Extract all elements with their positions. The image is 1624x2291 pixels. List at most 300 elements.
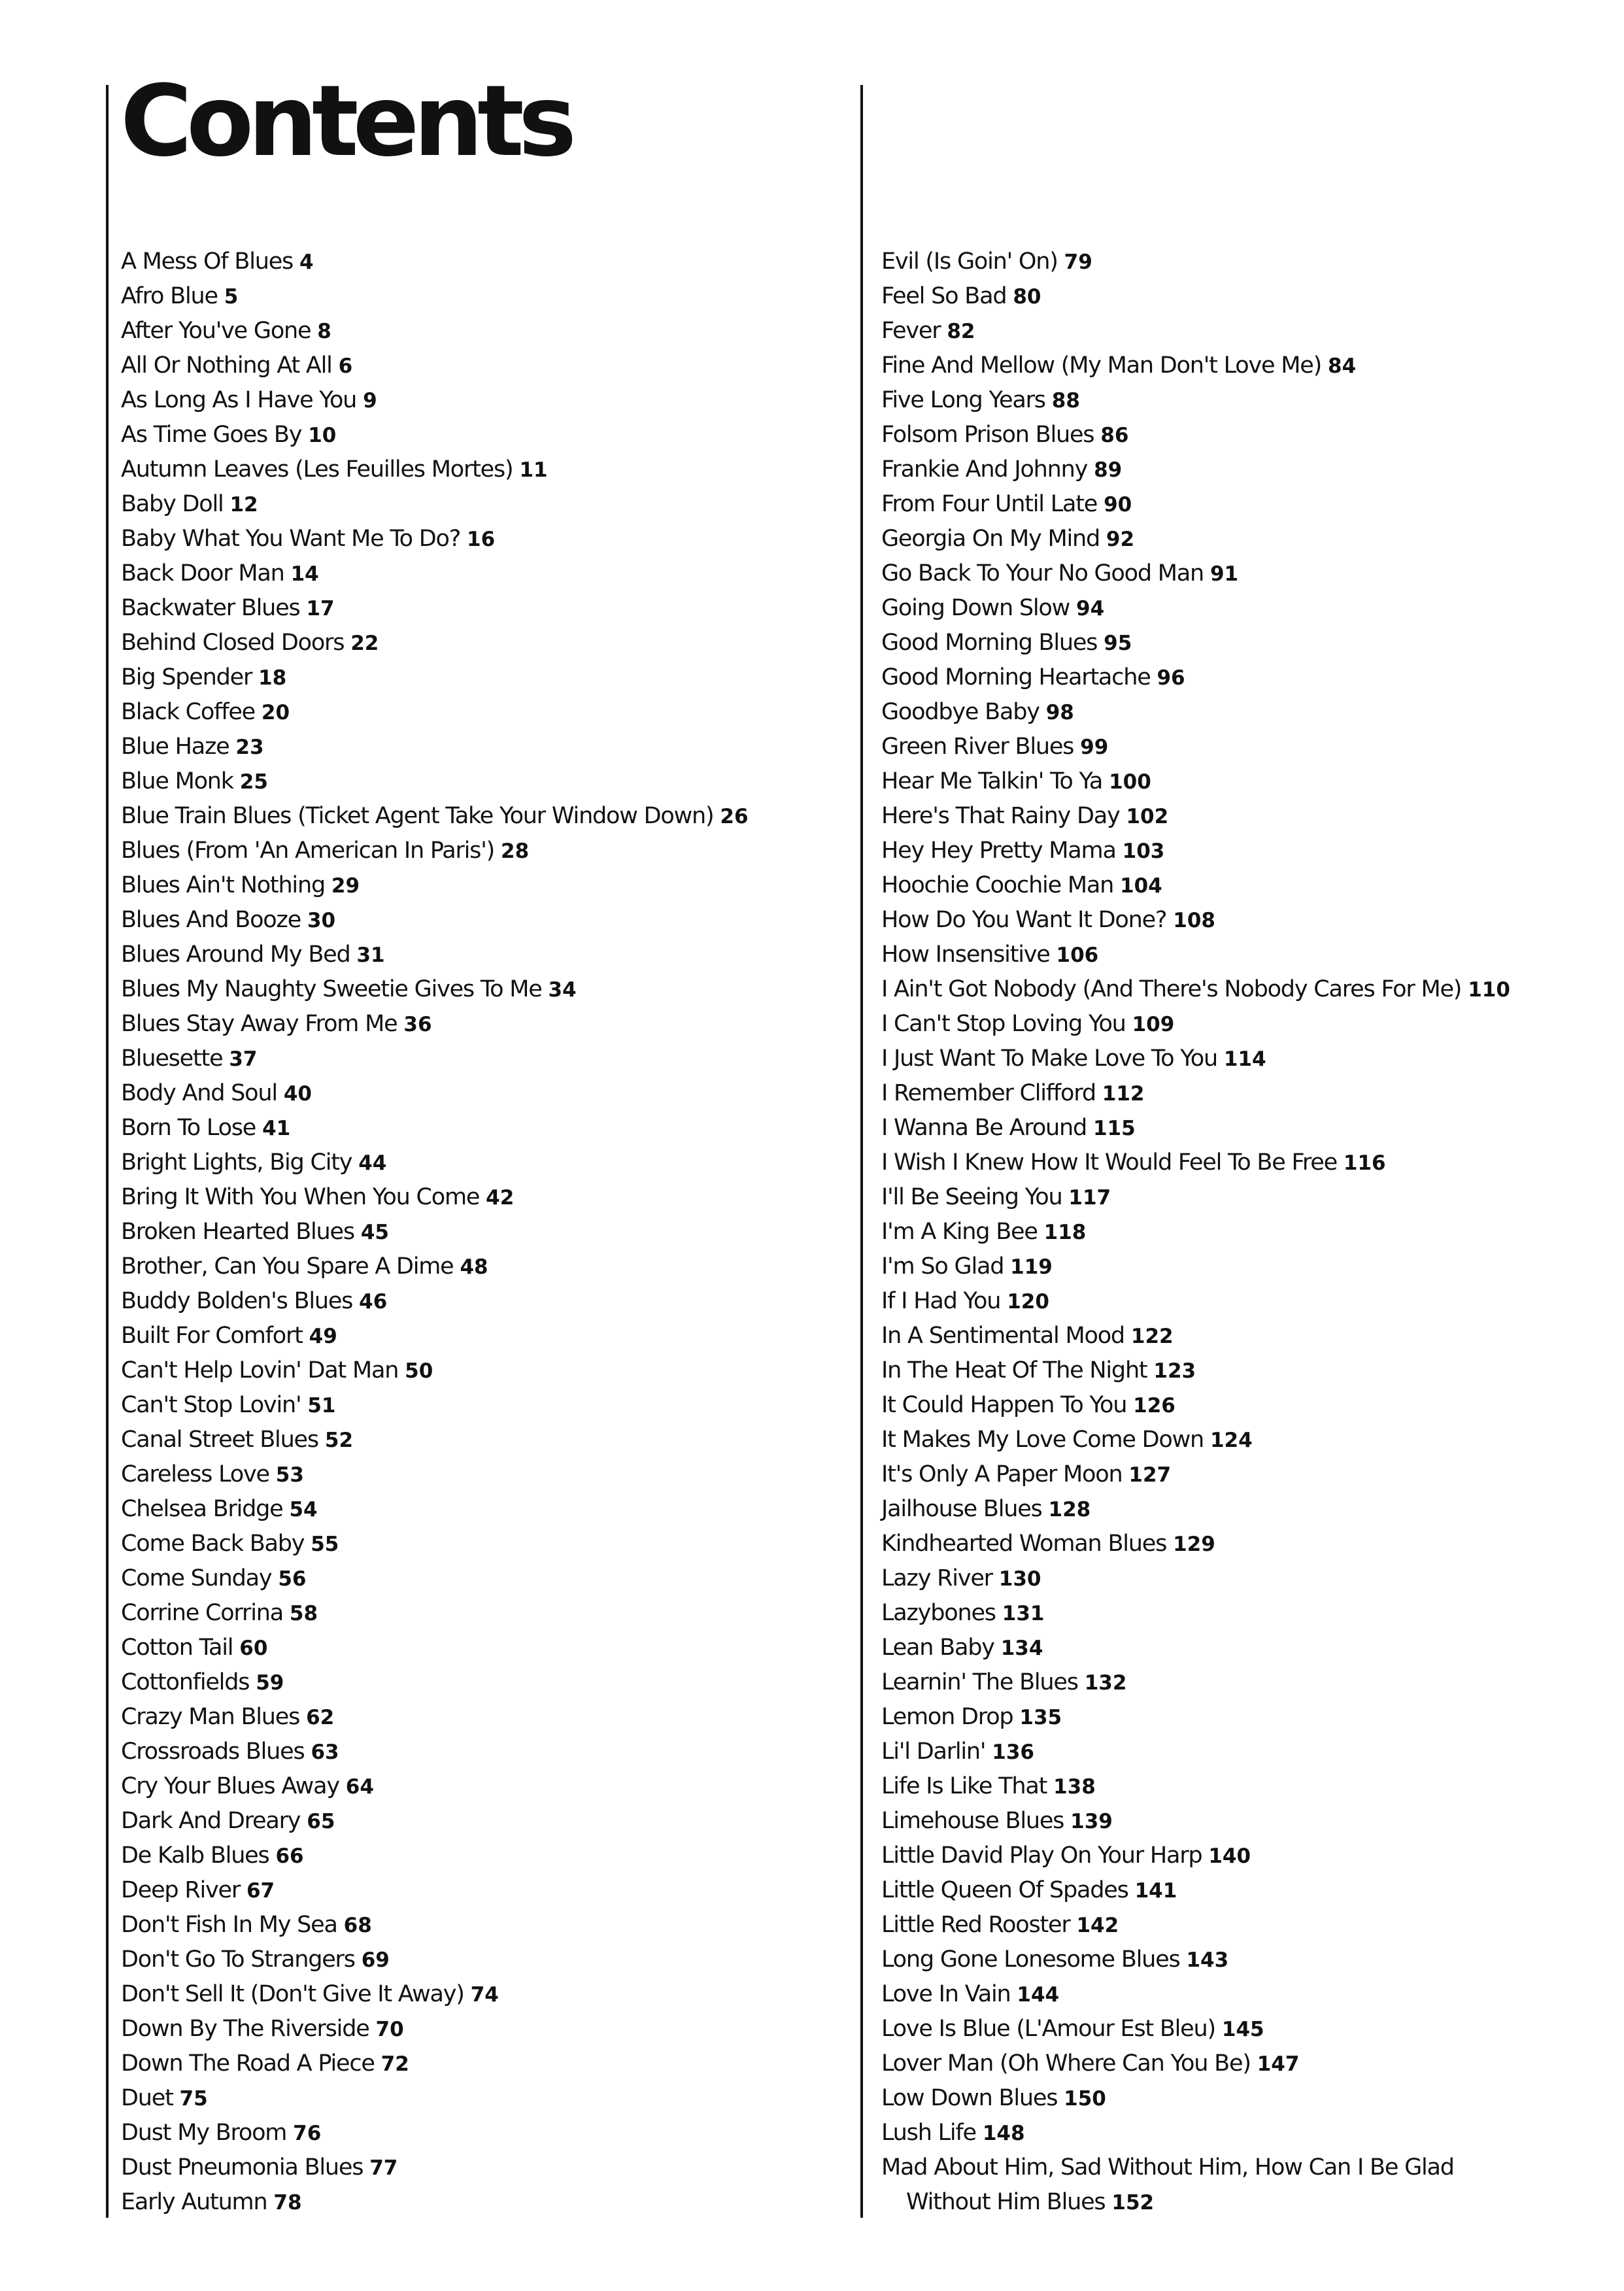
contents-list-left bbox=[121, 245, 847, 2220]
contents-entry bbox=[881, 972, 1614, 1007]
entry-title: Hey Hey Pretty Mama bbox=[881, 838, 1116, 864]
contents-entry bbox=[121, 1735, 847, 1769]
entry-title: Baby What You Want Me To Do? bbox=[121, 526, 461, 552]
contents-entry bbox=[121, 1977, 847, 2012]
contents-entry bbox=[881, 2046, 1614, 2081]
entry-page-number: 95 bbox=[1104, 632, 1132, 655]
entry-page-number: 72 bbox=[381, 2052, 409, 2076]
contents-entry bbox=[881, 868, 1614, 903]
entry-title: Built For Comfort bbox=[121, 1323, 303, 1349]
contents-entry bbox=[121, 1076, 847, 1111]
contents-entry bbox=[881, 1492, 1614, 1527]
entry-page-number: 42 bbox=[486, 1186, 515, 1210]
entry-page-number: 54 bbox=[289, 1498, 318, 1521]
entry-title: How Insensitive bbox=[881, 942, 1050, 968]
contents-entry bbox=[121, 834, 847, 868]
entry-title: Little Red Rooster bbox=[881, 1912, 1070, 1938]
contents-entry bbox=[881, 1457, 1614, 1492]
entry-title: Chelsea Bridge bbox=[121, 1496, 283, 1522]
entry-title: If I Had You bbox=[881, 1288, 1001, 1314]
contents-entry bbox=[881, 1353, 1614, 1388]
entry-title: In The Heat Of The Night bbox=[881, 1357, 1147, 1383]
entry-title: Green River Blues bbox=[881, 734, 1074, 760]
contents-entry bbox=[881, 1319, 1614, 1353]
contents-entry bbox=[881, 1977, 1614, 2012]
entry-page-number: 51 bbox=[307, 1394, 336, 1417]
contents-entry bbox=[881, 1111, 1614, 1146]
entry-page-number: 48 bbox=[460, 1255, 488, 1279]
contents-entry bbox=[881, 1873, 1614, 1908]
entry-title: Good Morning Heartache bbox=[881, 664, 1151, 690]
entry-page-number: 66 bbox=[275, 1844, 304, 1868]
contents-entry bbox=[881, 2081, 1614, 2116]
entry-page-number: 135 bbox=[1019, 1706, 1062, 1729]
contents-entry bbox=[881, 487, 1614, 522]
entry-page-number: 11 bbox=[519, 458, 548, 482]
entry-page-number: 138 bbox=[1053, 1775, 1096, 1799]
entry-page-number: 60 bbox=[239, 1637, 268, 1660]
entry-page-number: 20 bbox=[261, 701, 290, 724]
entry-title: Dark And Dreary bbox=[121, 1808, 301, 1834]
entry-title: Fever bbox=[881, 318, 941, 344]
entry-title: I'm So Glad bbox=[881, 1253, 1004, 1280]
contents-entry bbox=[881, 314, 1614, 348]
entry-page-number: 127 bbox=[1128, 1463, 1172, 1487]
entry-title: Frankie And Johnny bbox=[881, 456, 1088, 483]
contents-entry bbox=[121, 1215, 847, 1249]
entry-page-number: 67 bbox=[246, 1879, 275, 1903]
entry-page-number: 84 bbox=[1328, 354, 1357, 378]
entry-title: Life Is Like That bbox=[881, 1773, 1047, 1799]
contents-entry bbox=[881, 245, 1614, 279]
entry-page-number: 103 bbox=[1122, 840, 1165, 863]
contents-entry bbox=[121, 764, 847, 799]
contents-entry bbox=[881, 1007, 1614, 1042]
entry-title: Learnin' The Blues bbox=[881, 1669, 1078, 1695]
contents-entry bbox=[881, 1527, 1614, 1561]
entry-title: Baby Doll bbox=[121, 491, 224, 517]
entry-page-number: 26 bbox=[720, 805, 749, 828]
entry-page-number: 31 bbox=[356, 943, 385, 967]
contents-entry bbox=[121, 1388, 847, 1423]
entry-page-number: 22 bbox=[350, 632, 379, 655]
entry-title: Feel So Bad bbox=[881, 283, 1007, 309]
contents-entry bbox=[881, 1076, 1614, 1111]
entry-title: Brother, Can You Spare A Dime bbox=[121, 1253, 454, 1280]
entry-title: Good Morning Blues bbox=[881, 630, 1098, 656]
contents-entry bbox=[121, 1908, 847, 1943]
entry-page-number: 76 bbox=[293, 2122, 322, 2145]
entry-page-number: 52 bbox=[324, 1429, 354, 1452]
entry-title: It Could Happen To You bbox=[881, 1392, 1127, 1418]
contents-entry bbox=[881, 2150, 1534, 2220]
column-divider-right bbox=[860, 85, 863, 2218]
entry-title: As Time Goes By bbox=[121, 422, 302, 448]
entry-title: Evil (Is Goin' On) bbox=[881, 248, 1058, 275]
entry-page-number: 104 bbox=[1120, 874, 1162, 898]
contents-entry bbox=[121, 2046, 847, 2081]
contents-entry bbox=[881, 383, 1614, 418]
entry-page-number: 80 bbox=[1013, 285, 1041, 309]
entry-title: Backwater Blues bbox=[121, 595, 300, 621]
entry-title: Dust Pneumonia Blues bbox=[121, 2154, 364, 2181]
entry-title: Black Coffee bbox=[121, 699, 255, 725]
entry-page-number: 65 bbox=[307, 1810, 335, 1833]
entry-title: Dust My Broom bbox=[121, 2120, 287, 2146]
contents-entry bbox=[881, 522, 1614, 556]
entry-page-number: 62 bbox=[306, 1706, 335, 1729]
contents-entry bbox=[881, 938, 1614, 972]
contents-entry bbox=[881, 591, 1614, 626]
contents-entry bbox=[881, 2012, 1614, 2046]
contents-entry bbox=[881, 1839, 1614, 1873]
entry-page-number: 124 bbox=[1210, 1429, 1253, 1452]
entry-page-number: 45 bbox=[360, 1221, 389, 1244]
entry-title: Kindhearted Woman Blues bbox=[881, 1531, 1167, 1557]
contents-entry bbox=[881, 418, 1614, 452]
entry-page-number: 88 bbox=[1051, 389, 1080, 413]
contents-entry bbox=[121, 1146, 847, 1180]
entry-title: Back Door Man bbox=[121, 560, 284, 586]
entry-page-number: 4 bbox=[299, 250, 314, 274]
entry-page-number: 140 bbox=[1208, 1844, 1251, 1868]
entry-page-number: 147 bbox=[1257, 2052, 1300, 2076]
entry-title: Can't Stop Lovin' bbox=[121, 1392, 301, 1418]
contents-entry bbox=[881, 695, 1614, 730]
entry-page-number: 16 bbox=[467, 528, 496, 551]
entry-title: Cottonfields bbox=[121, 1669, 250, 1695]
entry-title: Fine And Mellow (My Man Don't Love Me) bbox=[881, 352, 1322, 379]
entry-title: Love In Vain bbox=[881, 1981, 1011, 2007]
column-divider-left bbox=[106, 85, 109, 2218]
entry-page-number: 58 bbox=[289, 1602, 318, 1625]
entry-page-number: 41 bbox=[262, 1117, 291, 1140]
entry-page-number: 148 bbox=[982, 2122, 1025, 2145]
contents-entry bbox=[881, 730, 1614, 764]
entry-title: Corrine Corrina bbox=[121, 1600, 283, 1626]
contents-entry bbox=[881, 1631, 1614, 1665]
contents-entry bbox=[121, 1943, 847, 1977]
contents-entry bbox=[121, 1804, 847, 1839]
entry-page-number: 116 bbox=[1343, 1151, 1386, 1175]
entry-page-number: 108 bbox=[1173, 909, 1215, 932]
contents-entry bbox=[881, 1596, 1614, 1631]
entry-page-number: 130 bbox=[998, 1567, 1041, 1591]
contents-entry bbox=[121, 1631, 847, 1665]
entry-page-number: 5 bbox=[224, 285, 239, 309]
entry-title: Lazybones bbox=[881, 1600, 996, 1626]
entry-title: Hoochie Coochie Man bbox=[881, 872, 1114, 898]
entry-title: I'll Be Seeing You bbox=[881, 1184, 1062, 1210]
contents-entry bbox=[881, 1249, 1614, 1284]
entry-page-number: 86 bbox=[1100, 424, 1129, 447]
entry-title: It's Only A Paper Moon bbox=[881, 1461, 1123, 1487]
entry-title: Don't Fish In My Sea bbox=[121, 1912, 337, 1938]
entry-title: Blues Around My Bed bbox=[121, 942, 350, 968]
contents-entry bbox=[881, 660, 1614, 695]
entry-page-number: 14 bbox=[290, 562, 319, 586]
entry-title: Blues Ain't Nothing bbox=[121, 872, 325, 898]
contents-entry bbox=[121, 522, 847, 556]
entry-title: In A Sentimental Mood bbox=[881, 1323, 1125, 1349]
entry-page-number: 70 bbox=[375, 2018, 404, 2041]
contents-entry bbox=[881, 1423, 1614, 1457]
entry-page-number: 6 bbox=[338, 354, 353, 378]
entry-page-number: 30 bbox=[307, 909, 336, 932]
entry-title: Long Gone Lonesome Blues bbox=[881, 1946, 1180, 1973]
contents-entry bbox=[121, 1042, 847, 1076]
contents-entry bbox=[121, 383, 847, 418]
entry-title: Lazy River bbox=[881, 1565, 992, 1591]
entry-title: Deep River bbox=[121, 1877, 241, 1903]
entry-page-number: 40 bbox=[283, 1082, 312, 1106]
contents-entry bbox=[121, 626, 847, 660]
contents-entry bbox=[121, 245, 847, 279]
entry-page-number: 69 bbox=[361, 1948, 390, 1972]
contents-entry bbox=[121, 348, 847, 383]
contents-entry bbox=[121, 938, 847, 972]
entry-page-number: 100 bbox=[1109, 770, 1151, 794]
entry-page-number: 102 bbox=[1126, 805, 1169, 828]
entry-page-number: 59 bbox=[256, 1671, 284, 1695]
entry-title: Don't Go To Strangers bbox=[121, 1946, 355, 1973]
entry-title: Jailhouse Blues bbox=[881, 1496, 1042, 1522]
entry-title: Canal Street Blues bbox=[121, 1427, 318, 1453]
entry-page-number: 119 bbox=[1010, 1255, 1053, 1279]
entry-page-number: 145 bbox=[1221, 2018, 1264, 2041]
entry-page-number: 75 bbox=[179, 2087, 208, 2111]
entry-page-number: 64 bbox=[345, 1775, 374, 1799]
entry-title: Blues (From 'An American In Paris') bbox=[121, 838, 495, 864]
entry-title: Come Back Baby bbox=[121, 1531, 305, 1557]
entry-title: Early Autumn bbox=[121, 2189, 267, 2215]
entry-title: Lean Baby bbox=[881, 1635, 994, 1661]
entry-title: Lush Life bbox=[881, 2120, 976, 2146]
entry-title: Autumn Leaves (Les Feuilles Mortes) bbox=[121, 456, 513, 483]
entry-title: Little David Play On Your Harp bbox=[881, 1842, 1202, 1869]
entry-page-number: 28 bbox=[501, 840, 530, 863]
entry-title: Born To Lose bbox=[121, 1115, 256, 1141]
contents-entry bbox=[121, 1007, 847, 1042]
contents-entry bbox=[881, 1908, 1614, 1943]
contents-entry bbox=[121, 1839, 847, 1873]
entry-page-number: 120 bbox=[1007, 1290, 1049, 1314]
entry-title: De Kalb Blues bbox=[121, 1842, 269, 1869]
entry-page-number: 109 bbox=[1132, 1013, 1175, 1036]
entry-title: As Long As I Have You bbox=[121, 387, 357, 413]
entry-page-number: 112 bbox=[1102, 1082, 1145, 1106]
entry-page-number: 143 bbox=[1186, 1948, 1229, 1972]
entry-title: I Wish I Knew How It Would Feel To Be Free bbox=[881, 1149, 1337, 1176]
contents-entry bbox=[121, 2185, 847, 2220]
contents-entry bbox=[881, 1665, 1614, 1700]
entry-page-number: 9 bbox=[363, 389, 377, 413]
contents-entry bbox=[121, 868, 847, 903]
entry-title: Big Spender bbox=[121, 664, 252, 690]
entry-title: Low Down Blues bbox=[881, 2085, 1058, 2111]
entry-page-number: 117 bbox=[1068, 1186, 1111, 1210]
entry-title: After You've Gone bbox=[121, 318, 311, 344]
contents-entry bbox=[881, 1180, 1614, 1215]
entry-title: Love Is Blue (L'Amour Est Bleu) bbox=[881, 2016, 1215, 2042]
contents-entry bbox=[121, 1180, 847, 1215]
entry-page-number: 8 bbox=[317, 320, 331, 343]
entry-page-number: 136 bbox=[992, 1740, 1034, 1764]
entry-page-number: 110 bbox=[1468, 978, 1510, 1002]
contents-entry bbox=[121, 1527, 847, 1561]
contents-entry bbox=[881, 1769, 1614, 1804]
entry-title: Going Down Slow bbox=[881, 595, 1070, 621]
entry-page-number: 96 bbox=[1157, 666, 1185, 690]
entry-title: Hear Me Talkin' To Ya bbox=[881, 768, 1103, 794]
entry-title: Cry Your Blues Away bbox=[121, 1773, 339, 1799]
contents-entry bbox=[121, 1457, 847, 1492]
entry-title: Crazy Man Blues bbox=[121, 1704, 300, 1730]
entry-title: Down By The Riverside bbox=[121, 2016, 369, 2042]
contents-entry bbox=[121, 1561, 847, 1596]
entry-page-number: 56 bbox=[278, 1567, 307, 1591]
contents-entry bbox=[121, 487, 847, 522]
entry-title: Body And Soul bbox=[121, 1080, 277, 1106]
entry-page-number: 114 bbox=[1223, 1047, 1266, 1071]
contents-entry bbox=[121, 695, 847, 730]
entry-page-number: 77 bbox=[369, 2156, 398, 2180]
contents-entry bbox=[881, 834, 1614, 868]
entry-title: Careless Love bbox=[121, 1461, 269, 1487]
entry-page-number: 152 bbox=[1111, 2191, 1155, 2215]
entry-title: It Makes My Love Come Down bbox=[881, 1427, 1204, 1453]
entry-title: A Mess Of Blues bbox=[121, 248, 294, 275]
entry-title: Cotton Tail bbox=[121, 1635, 233, 1661]
contents-entry bbox=[881, 1284, 1614, 1319]
contents-entry bbox=[881, 626, 1614, 660]
entry-page-number: 92 bbox=[1106, 528, 1135, 551]
entry-page-number: 150 bbox=[1064, 2087, 1106, 2111]
contents-entry bbox=[121, 2150, 847, 2185]
entry-page-number: 106 bbox=[1056, 943, 1099, 967]
contents-entry bbox=[121, 1423, 847, 1457]
contents-entry bbox=[121, 1873, 847, 1908]
entry-title: Bluesette bbox=[121, 1045, 223, 1072]
entry-page-number: 49 bbox=[309, 1325, 337, 1348]
entry-page-number: 139 bbox=[1070, 1810, 1113, 1833]
contents-list-right bbox=[881, 245, 1614, 2220]
entry-page-number: 91 bbox=[1210, 562, 1239, 586]
entry-page-number: 115 bbox=[1092, 1117, 1136, 1140]
contents-entry bbox=[881, 348, 1614, 383]
entry-title: Behind Closed Doors bbox=[121, 630, 345, 656]
entry-page-number: 36 bbox=[403, 1013, 432, 1036]
contents-entry bbox=[121, 2012, 847, 2046]
entry-title: Crossroads Blues bbox=[121, 1739, 305, 1765]
entry-title: Down The Road A Piece bbox=[121, 2050, 375, 2077]
entry-title: Lover Man (Oh Where Can You Be) bbox=[881, 2050, 1251, 2077]
entry-page-number: 10 bbox=[308, 424, 337, 447]
contents-entry bbox=[121, 2116, 847, 2150]
entry-page-number: 132 bbox=[1084, 1671, 1127, 1695]
contents-entry bbox=[121, 1665, 847, 1700]
entry-title: From Four Until Late bbox=[881, 491, 1098, 517]
entry-title: Five Long Years bbox=[881, 387, 1045, 413]
entry-page-number: 50 bbox=[405, 1359, 433, 1383]
entry-page-number: 128 bbox=[1048, 1498, 1091, 1521]
entry-title: Blues Stay Away From Me bbox=[121, 1011, 398, 1037]
contents-entry bbox=[121, 1700, 847, 1735]
contents-entry bbox=[881, 1215, 1614, 1249]
contents-entry bbox=[881, 1146, 1614, 1180]
entry-title: Folsom Prison Blues bbox=[881, 422, 1094, 448]
entry-page-number: 63 bbox=[311, 1740, 339, 1764]
entry-page-number: 12 bbox=[229, 493, 258, 517]
contents-entry bbox=[121, 418, 847, 452]
entry-page-number: 53 bbox=[275, 1463, 304, 1487]
contents-entry bbox=[881, 1804, 1614, 1839]
contents-entry bbox=[121, 1353, 847, 1388]
entry-title: Blue Haze bbox=[121, 734, 229, 760]
contents-entry bbox=[121, 452, 847, 487]
entry-page-number: 94 bbox=[1076, 597, 1105, 620]
entry-title: Blue Train Blues (Ticket Agent Take Your Window Down) bbox=[121, 803, 714, 829]
entry-title: Bring It With You When You Come bbox=[121, 1184, 480, 1210]
entry-page-number: 129 bbox=[1173, 1533, 1215, 1556]
contents-entry bbox=[881, 452, 1614, 487]
contents-entry bbox=[121, 1319, 847, 1353]
entry-page-number: 46 bbox=[359, 1290, 388, 1314]
contents-entry bbox=[121, 1596, 847, 1631]
entry-page-number: 78 bbox=[273, 2191, 302, 2215]
contents-entry bbox=[881, 1388, 1614, 1423]
page-title: Contents bbox=[120, 65, 571, 178]
entry-page-number: 79 bbox=[1064, 250, 1092, 274]
entry-title: Duet bbox=[121, 2085, 173, 2111]
contents-entry bbox=[121, 1249, 847, 1284]
entry-title: I Just Want To Make Love To You bbox=[881, 1045, 1217, 1072]
contents-entry bbox=[881, 1700, 1614, 1735]
entry-page-number: 118 bbox=[1043, 1221, 1087, 1244]
contents-entry bbox=[121, 2081, 847, 2116]
contents-entry bbox=[881, 1943, 1614, 1977]
entry-title: Blues My Naughty Sweetie Gives To Me bbox=[121, 976, 542, 1002]
contents-entry bbox=[121, 314, 847, 348]
entry-title: Mad About Him, Sad Without Him, How Can I Be Glad Without Him Blues bbox=[881, 2154, 1454, 2215]
entry-title: I Can't Stop Loving You bbox=[881, 1011, 1126, 1037]
contents-entry bbox=[121, 279, 847, 314]
entry-page-number: 18 bbox=[258, 666, 287, 690]
contents-entry bbox=[121, 1111, 847, 1146]
entry-title: Here's That Rainy Day bbox=[881, 803, 1120, 829]
entry-page-number: 55 bbox=[311, 1533, 339, 1556]
entry-page-number: 122 bbox=[1130, 1325, 1174, 1348]
entry-title: Li'l Darlin' bbox=[881, 1739, 986, 1765]
contents-entry bbox=[881, 1735, 1614, 1769]
entry-page-number: 25 bbox=[239, 770, 268, 794]
entry-title: I'm A King Bee bbox=[881, 1219, 1038, 1245]
contents-entry bbox=[121, 1284, 847, 1319]
contents-entry bbox=[121, 556, 847, 591]
entry-title: Afro Blue bbox=[121, 283, 218, 309]
entry-title: All Or Nothing At All bbox=[121, 352, 332, 379]
entry-page-number: 99 bbox=[1080, 736, 1109, 759]
entry-page-number: 89 bbox=[1094, 458, 1123, 482]
entry-title: Can't Help Lovin' Dat Man bbox=[121, 1357, 399, 1383]
entry-page-number: 68 bbox=[343, 1914, 372, 1937]
contents-entry bbox=[121, 660, 847, 695]
entry-title: Buddy Bolden's Blues bbox=[121, 1288, 353, 1314]
entry-title: Bright Lights, Big City bbox=[121, 1149, 352, 1176]
entry-page-number: 134 bbox=[1000, 1637, 1043, 1660]
contents-entry bbox=[121, 903, 847, 938]
contents-entry bbox=[881, 764, 1614, 799]
